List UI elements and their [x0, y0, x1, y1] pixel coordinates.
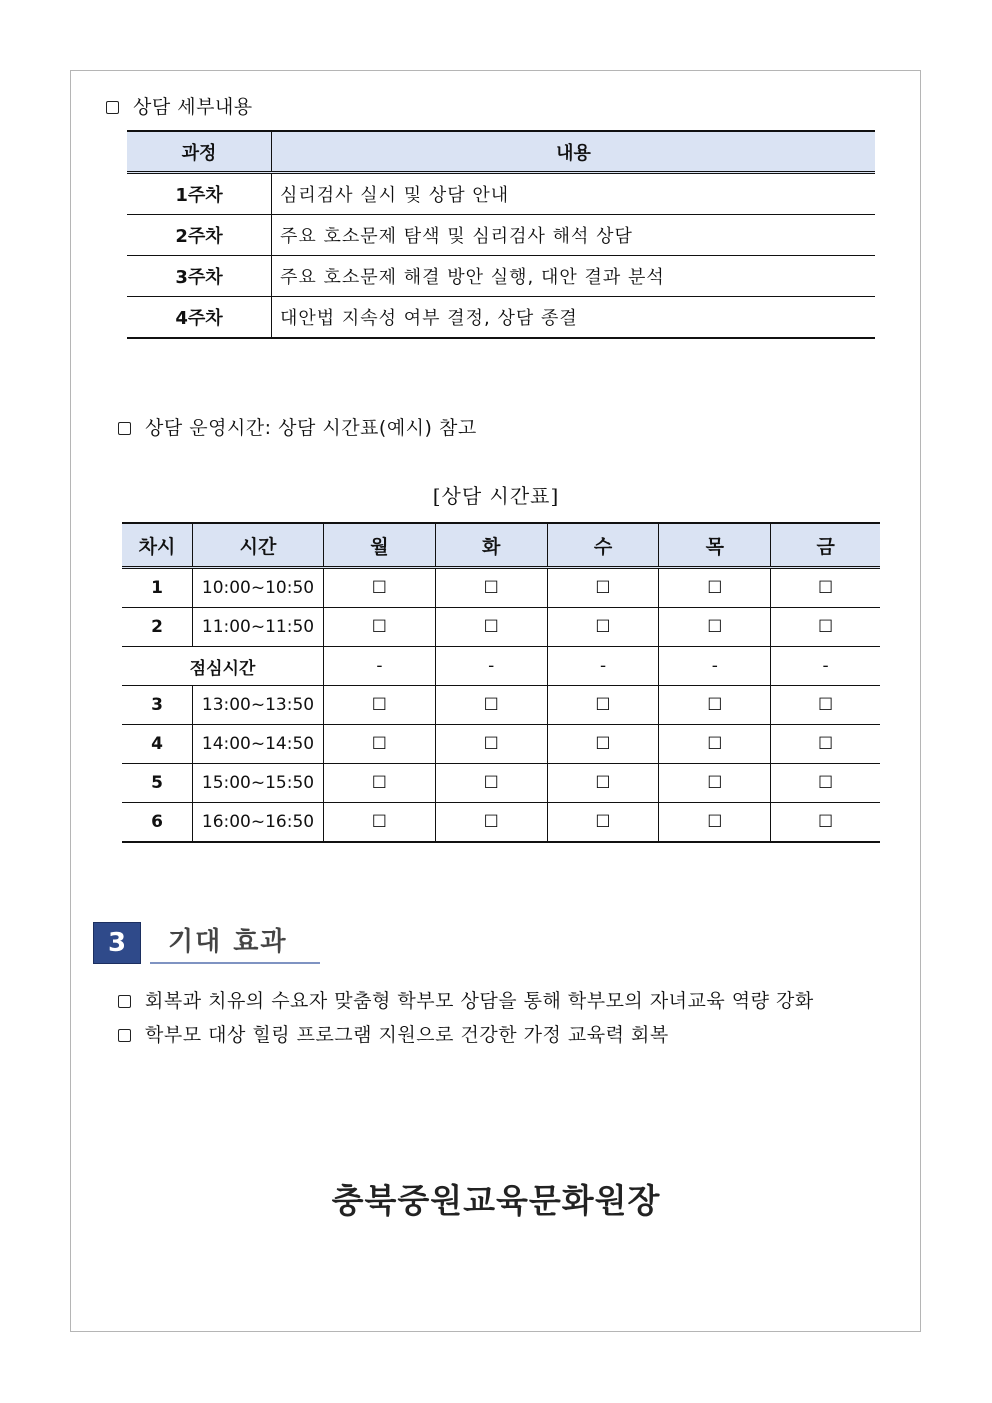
time-cell: 11:00~11:50: [193, 608, 324, 647]
day-checkbox[interactable]: ☐: [324, 803, 436, 843]
day-checkbox[interactable]: ☐: [435, 803, 547, 843]
schedule-row: [122, 803, 880, 843]
day-checkbox[interactable]: ☐: [771, 725, 880, 764]
day-checkbox[interactable]: ☐: [659, 764, 771, 803]
content-cell: 주요 호소문제 탐색 및 심리검사 해석 상담: [272, 215, 876, 256]
day-checkbox[interactable]: ☐: [771, 686, 880, 725]
session-cell: 6: [122, 803, 193, 843]
lunch-dash: -: [435, 647, 547, 686]
section-number-badge: 3: [93, 922, 141, 964]
lunch-dash: -: [547, 647, 659, 686]
header-time: 시간: [193, 523, 324, 568]
checkbox-bullet-icon: [118, 1029, 131, 1042]
table-row: [127, 215, 875, 256]
day-checkbox[interactable]: ☐: [547, 803, 659, 843]
day-checkbox[interactable]: ☐: [324, 608, 436, 647]
detail-heading: [106, 92, 253, 119]
section-title: 기대 효과: [150, 922, 320, 964]
day-checkbox[interactable]: ☐: [435, 725, 547, 764]
detail-table-header: [127, 131, 875, 173]
table-row: [127, 256, 875, 297]
header-wed: 수: [547, 523, 659, 568]
schedule-body: [122, 568, 880, 843]
schedule-row: [122, 568, 880, 608]
schedule-row: [122, 686, 880, 725]
detail-heading-text: 상담 세부내용: [133, 96, 253, 118]
content-cell: 대안법 지속성 여부 결정, 상담 종결: [272, 297, 876, 339]
detail-table: [127, 130, 875, 339]
hours-heading-text: 상담 운영시간: 상담 시간표(예시) 참고: [145, 417, 477, 439]
day-checkbox[interactable]: ☐: [324, 568, 436, 608]
day-checkbox[interactable]: ☐: [547, 725, 659, 764]
checkbox-bullet-icon: [118, 422, 131, 435]
session-cell: 2: [122, 608, 193, 647]
header-content: 내용: [272, 131, 876, 173]
lunch-row: [122, 647, 880, 686]
stage-cell: 2주차: [127, 215, 272, 256]
schedule-row: [122, 725, 880, 764]
day-checkbox[interactable]: ☐: [547, 608, 659, 647]
day-checkbox[interactable]: ☐: [435, 764, 547, 803]
header-mon: 월: [324, 523, 436, 568]
day-checkbox[interactable]: ☐: [659, 803, 771, 843]
checkbox-bullet-icon: [106, 101, 119, 114]
day-checkbox[interactable]: ☐: [324, 725, 436, 764]
table-row: [127, 173, 875, 215]
time-cell: 15:00~15:50: [193, 764, 324, 803]
schedule-caption: [상담 시간표]: [432, 484, 560, 508]
day-checkbox[interactable]: ☐: [659, 725, 771, 764]
day-checkbox[interactable]: ☐: [547, 764, 659, 803]
day-checkbox[interactable]: ☐: [324, 686, 436, 725]
day-checkbox[interactable]: ☐: [435, 686, 547, 725]
time-cell: 10:00~10:50: [193, 568, 324, 608]
lunch-label: 점심시간: [122, 647, 324, 686]
session-cell: 5: [122, 764, 193, 803]
hours-heading: [118, 413, 477, 440]
content-cell: 주요 호소문제 해결 방안 실행, 대안 결과 분석: [272, 256, 876, 297]
day-checkbox[interactable]: ☐: [771, 764, 880, 803]
lunch-dash: -: [659, 647, 771, 686]
lunch-dash: -: [324, 647, 436, 686]
time-cell: 16:00~16:50: [193, 803, 324, 843]
header-session: 차시: [122, 523, 193, 568]
organization-name: 충북중원교육문화원장: [331, 1181, 661, 1220]
day-checkbox[interactable]: ☐: [435, 568, 547, 608]
day-checkbox[interactable]: ☐: [771, 803, 880, 843]
schedule-row: [122, 608, 880, 647]
stage-cell: 4주차: [127, 297, 272, 339]
content-cell: 심리검사 실시 및 상담 안내: [272, 173, 876, 215]
day-checkbox[interactable]: ☐: [771, 568, 880, 608]
time-cell: 13:00~13:50: [193, 686, 324, 725]
day-checkbox[interactable]: ☐: [659, 686, 771, 725]
effect-bullet-text: 학부모 대상 힐링 프로그램 지원으로 건강한 가정 교육력 회복: [145, 1024, 669, 1046]
table-row: [127, 297, 875, 339]
day-checkbox[interactable]: ☐: [547, 568, 659, 608]
day-checkbox[interactable]: ☐: [435, 608, 547, 647]
header-fri: 금: [771, 523, 880, 568]
day-checkbox[interactable]: ☐: [324, 764, 436, 803]
effect-bullet-text: 회복과 치유의 수요자 맞춤형 학부모 상담을 통해 학부모의 자녀교육 역량 강화: [145, 990, 814, 1012]
header-stage: 과정: [127, 131, 272, 173]
schedule-row: [122, 764, 880, 803]
effect-bullet: [118, 986, 814, 1013]
stage-cell: 1주차: [127, 173, 272, 215]
effect-bullet: [118, 1020, 669, 1047]
session-cell: 1: [122, 568, 193, 608]
lunch-dash: -: [771, 647, 880, 686]
day-checkbox[interactable]: ☐: [659, 568, 771, 608]
day-checkbox[interactable]: ☐: [659, 608, 771, 647]
checkbox-bullet-icon: [118, 995, 131, 1008]
header-tue: 화: [435, 523, 547, 568]
header-thu: 목: [659, 523, 771, 568]
time-cell: 14:00~14:50: [193, 725, 324, 764]
schedule-table: [122, 522, 880, 843]
day-checkbox[interactable]: ☐: [547, 686, 659, 725]
session-cell: 3: [122, 686, 193, 725]
stage-cell: 3주차: [127, 256, 272, 297]
day-checkbox[interactable]: ☐: [771, 608, 880, 647]
schedule-header: [122, 523, 880, 568]
session-cell: 4: [122, 725, 193, 764]
